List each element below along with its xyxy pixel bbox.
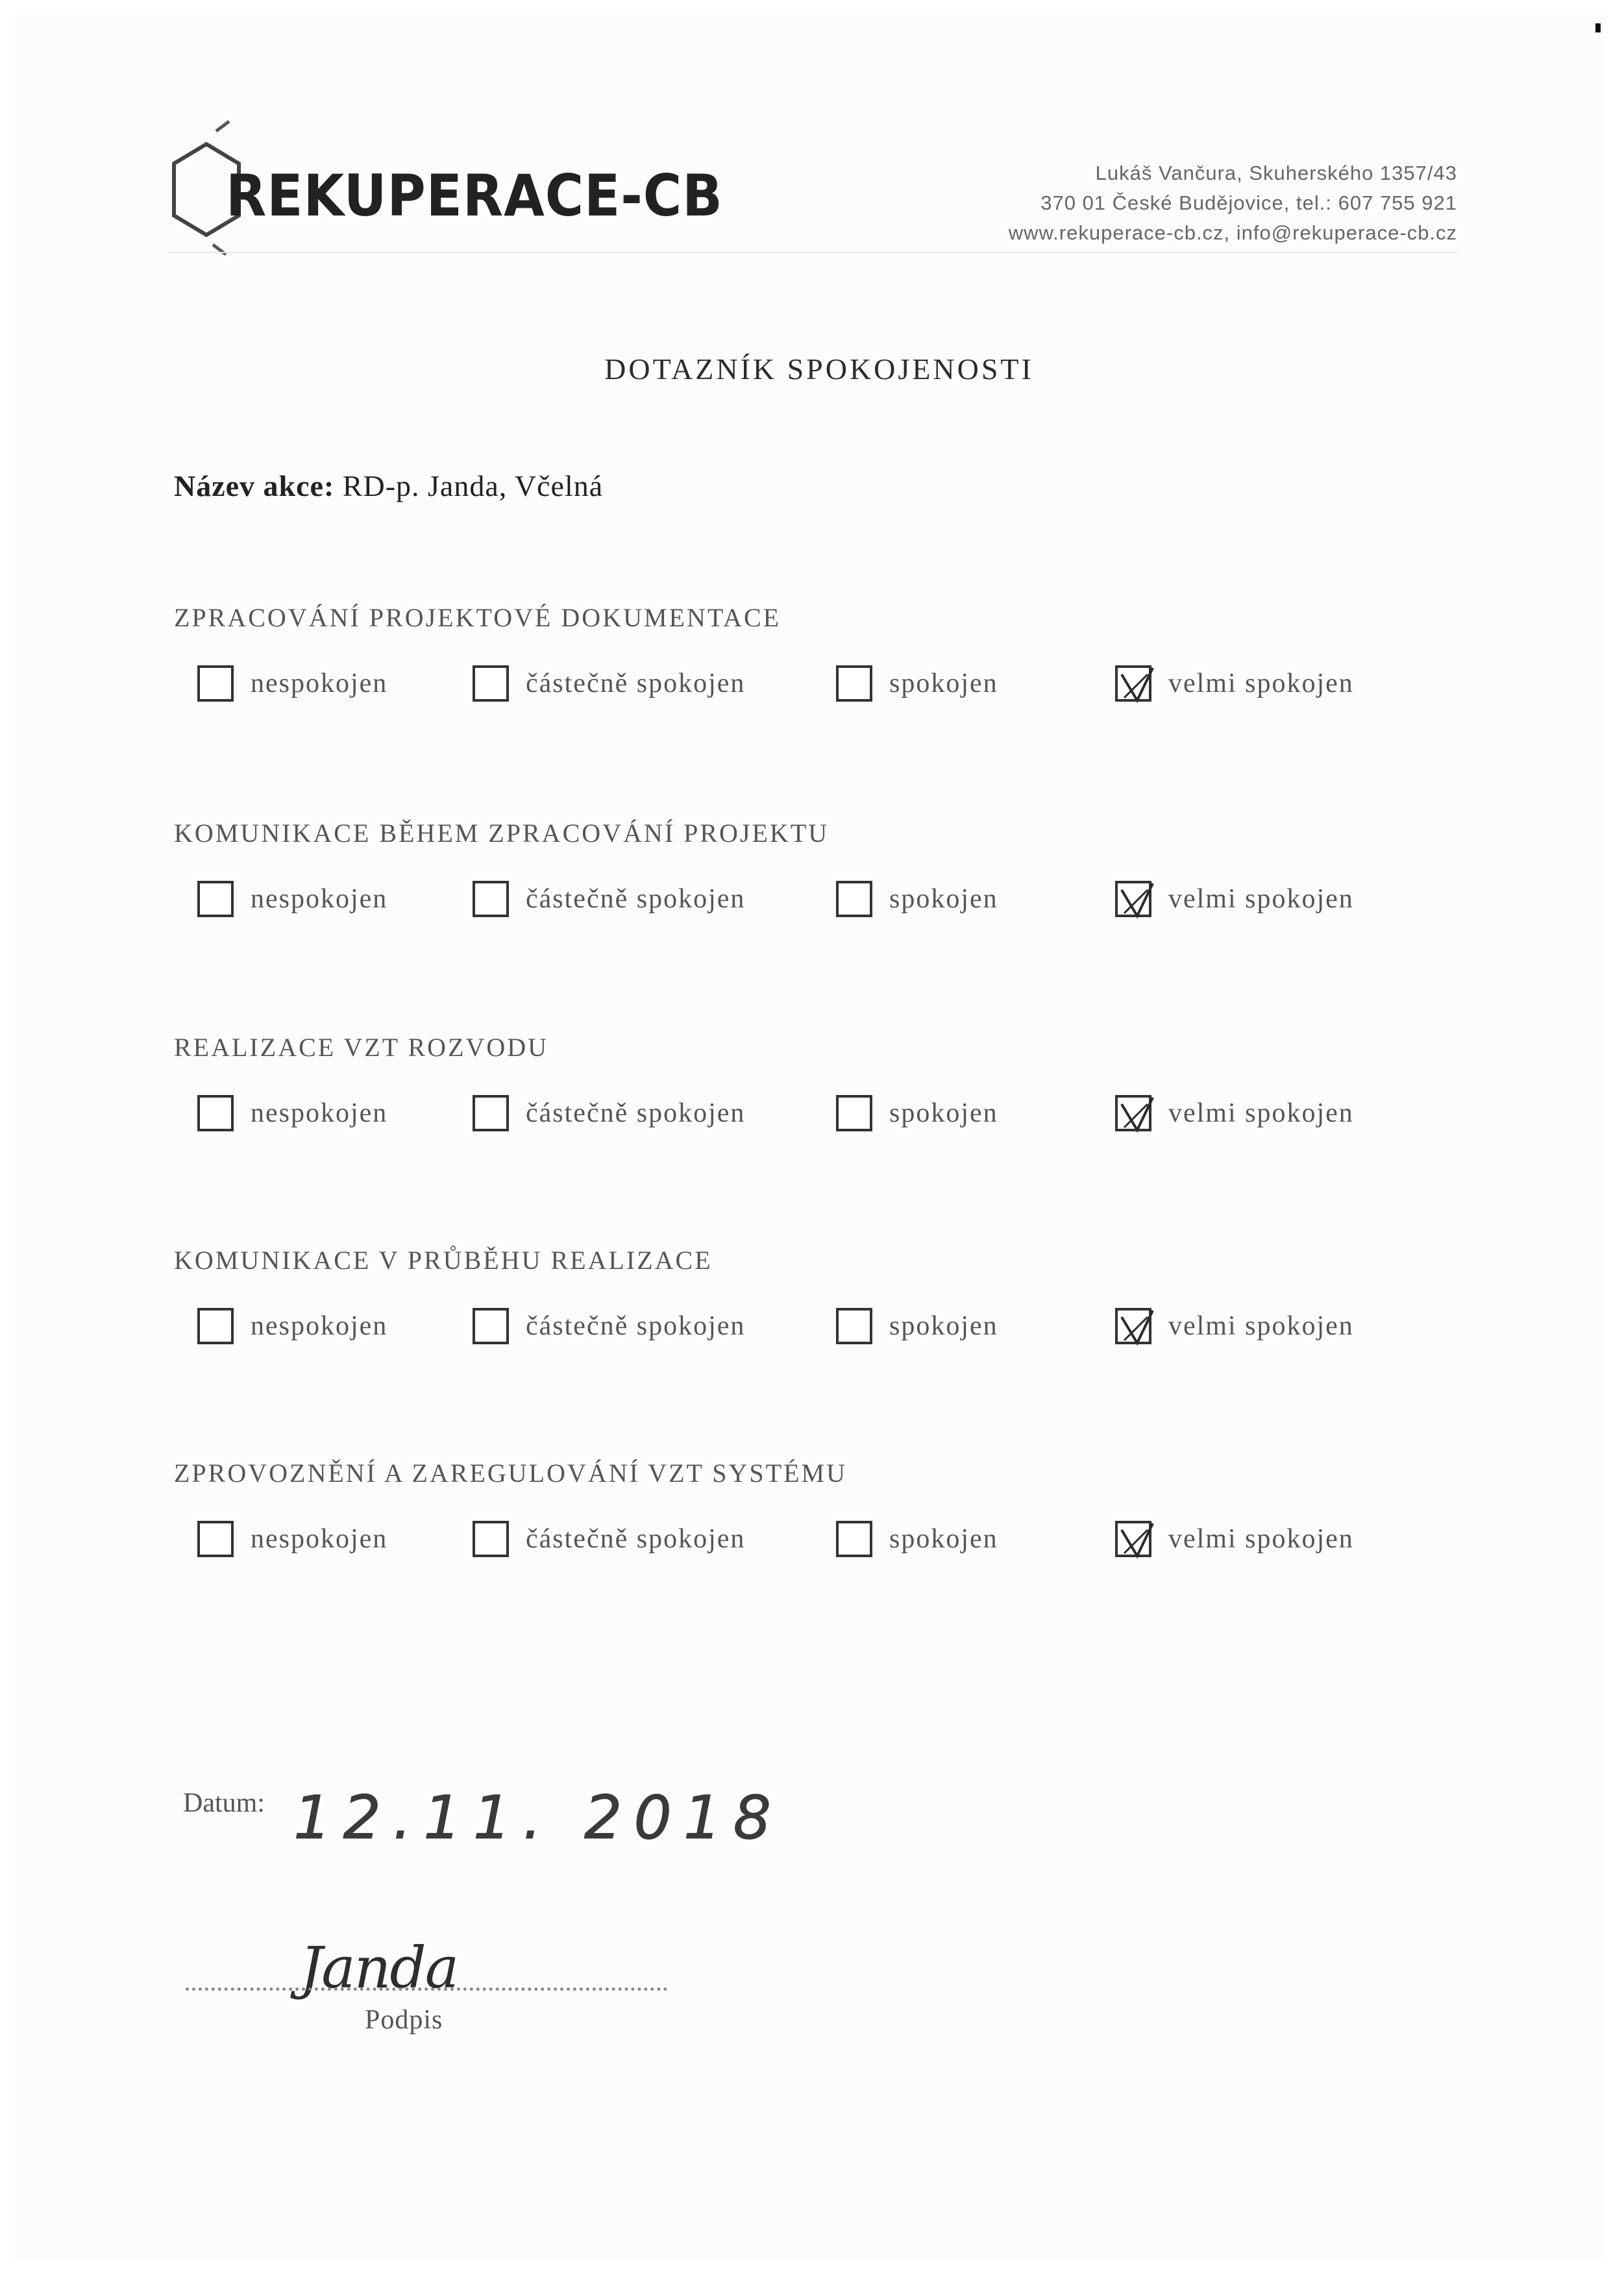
section-heading: KOMUNIKACE V PRŮBĚHU REALIZACE: [174, 1246, 713, 1275]
company-logo: [167, 125, 723, 254]
rating-checkbox[interactable]: [1115, 881, 1151, 917]
rating-checkbox[interactable]: [197, 1095, 234, 1131]
signature: [300, 1923, 521, 2017]
option-label: nespokojen: [251, 1098, 388, 1128]
rating-checkbox[interactable]: [1115, 1308, 1151, 1344]
option-label: nespokojen: [251, 1524, 388, 1554]
check-mark-icon: [1115, 881, 1157, 922]
rating-option[interactable]: [197, 1095, 388, 1131]
rating-checkbox[interactable]: [1115, 1095, 1151, 1131]
option-label: částečně spokojen: [526, 1311, 746, 1341]
signature-line: [186, 1988, 667, 1991]
rating-option[interactable]: [473, 665, 745, 702]
section-heading: ZPROVOZNĚNÍ A ZAREGULOVÁNÍ VZT SYSTÉMU: [174, 1459, 847, 1488]
rating-checkbox[interactable]: [197, 1308, 234, 1344]
signature-text: Janda: [300, 1934, 458, 2001]
company-address: [1009, 158, 1457, 248]
rating-option[interactable]: [1115, 881, 1354, 917]
action-name: [174, 469, 603, 503]
check-mark-icon: [1115, 1521, 1157, 1562]
option-label: částečně spokojen: [526, 1524, 746, 1554]
rating-options: [174, 1308, 1472, 1360]
address-line: Lukáš Vančura, Skuherského 1357/43: [1095, 162, 1457, 184]
address-line: 370 01 České Budějovice, tel.: 607 755 921: [1040, 191, 1457, 214]
option-label: spokojen: [889, 669, 998, 698]
option-label: nespokojen: [251, 884, 388, 914]
rating-option[interactable]: [473, 1521, 745, 1557]
check-mark-icon: [1115, 1095, 1157, 1137]
questionnaire-page: [14, 14, 1603, 2260]
rating-option[interactable]: [473, 1095, 745, 1131]
rating-option[interactable]: [473, 881, 745, 917]
action-value: RD-p. Janda, Včelná: [342, 469, 604, 502]
rating-checkbox[interactable]: [473, 1308, 509, 1344]
option-label: velmi spokojen: [1168, 884, 1354, 914]
rating-checkbox[interactable]: [197, 665, 234, 702]
rating-option[interactable]: [836, 1095, 998, 1131]
rating-option[interactable]: [836, 1308, 998, 1344]
rating-options: [174, 1095, 1472, 1147]
rating-option[interactable]: [197, 665, 388, 702]
option-label: spokojen: [889, 1524, 998, 1554]
rating-checkbox[interactable]: [1115, 665, 1151, 702]
rating-checkbox[interactable]: [1115, 1521, 1151, 1557]
rating-options: [174, 1521, 1472, 1573]
rating-option[interactable]: [197, 881, 388, 917]
rating-checkbox[interactable]: [836, 1521, 872, 1557]
rating-options: [174, 665, 1472, 717]
option-label: nespokojen: [251, 1311, 388, 1341]
scan-corner-mark: [1595, 23, 1601, 32]
handwritten-date: [293, 1767, 783, 1867]
rating-section: [174, 818, 1472, 933]
option-label: spokojen: [889, 1311, 998, 1341]
rating-checkbox[interactable]: [836, 1095, 872, 1131]
page-title: DOTAZNÍK SPOKOJENOSTI: [604, 352, 1034, 386]
rating-option[interactable]: [1115, 1095, 1354, 1131]
option-label: spokojen: [889, 884, 998, 914]
rating-section: [174, 1458, 1472, 1573]
action-label: Název akce:: [174, 469, 335, 502]
rating-checkbox[interactable]: [197, 881, 234, 917]
rating-section: [174, 602, 1472, 717]
rating-option[interactable]: [197, 1521, 388, 1557]
option-label: velmi spokojen: [1168, 669, 1354, 698]
option-label: částečně spokojen: [526, 669, 746, 698]
section-heading: REALIZACE VZT ROZVODU: [174, 1033, 549, 1062]
header-divider: [167, 252, 1457, 253]
option-label: velmi spokojen: [1168, 1098, 1354, 1128]
rating-checkbox[interactable]: [473, 1521, 509, 1557]
check-mark-icon: [1115, 1308, 1157, 1349]
section-heading: KOMUNIKACE BĚHEM ZPRACOVÁNÍ PROJEKTU: [174, 818, 830, 848]
rating-checkbox[interactable]: [836, 1308, 872, 1344]
rating-checkbox[interactable]: [197, 1521, 234, 1557]
rating-checkbox[interactable]: [473, 881, 509, 917]
section-heading: ZPRACOVÁNÍ PROJEKTOVÉ DOKUMENTACE: [174, 603, 781, 632]
option-label: částečně spokojen: [526, 884, 746, 914]
rating-option[interactable]: [1115, 665, 1354, 702]
date-label: Datum:: [183, 1788, 265, 1818]
signature-label: Podpis: [365, 2005, 443, 2035]
rating-option[interactable]: [1115, 1521, 1354, 1557]
rating-option[interactable]: [197, 1308, 388, 1344]
option-label: velmi spokojen: [1168, 1311, 1354, 1341]
rating-section: [174, 1032, 1472, 1147]
option-label: nespokojen: [251, 669, 388, 698]
rating-checkbox[interactable]: [473, 665, 509, 702]
rating-option[interactable]: [836, 881, 998, 917]
logo-text: REKUPERACE-CB: [226, 162, 723, 229]
check-mark-icon: [1115, 665, 1157, 707]
rating-option[interactable]: [836, 665, 998, 702]
rating-option[interactable]: [1115, 1308, 1354, 1344]
rating-options: [174, 881, 1472, 933]
rating-option[interactable]: [473, 1308, 745, 1344]
rating-checkbox[interactable]: [473, 1095, 509, 1131]
rating-section: [174, 1245, 1472, 1360]
rating-checkbox[interactable]: [836, 665, 872, 702]
rating-option[interactable]: [836, 1521, 998, 1557]
option-label: velmi spokojen: [1168, 1524, 1354, 1554]
option-label: částečně spokojen: [526, 1098, 746, 1128]
option-label: spokojen: [889, 1098, 998, 1128]
handwritten-date-text: 12.11. 2018: [293, 1783, 783, 1852]
address-line: www.rekuperace-cb.cz, info@rekuperace-cb.cz: [1008, 221, 1457, 244]
rating-checkbox[interactable]: [836, 881, 872, 917]
